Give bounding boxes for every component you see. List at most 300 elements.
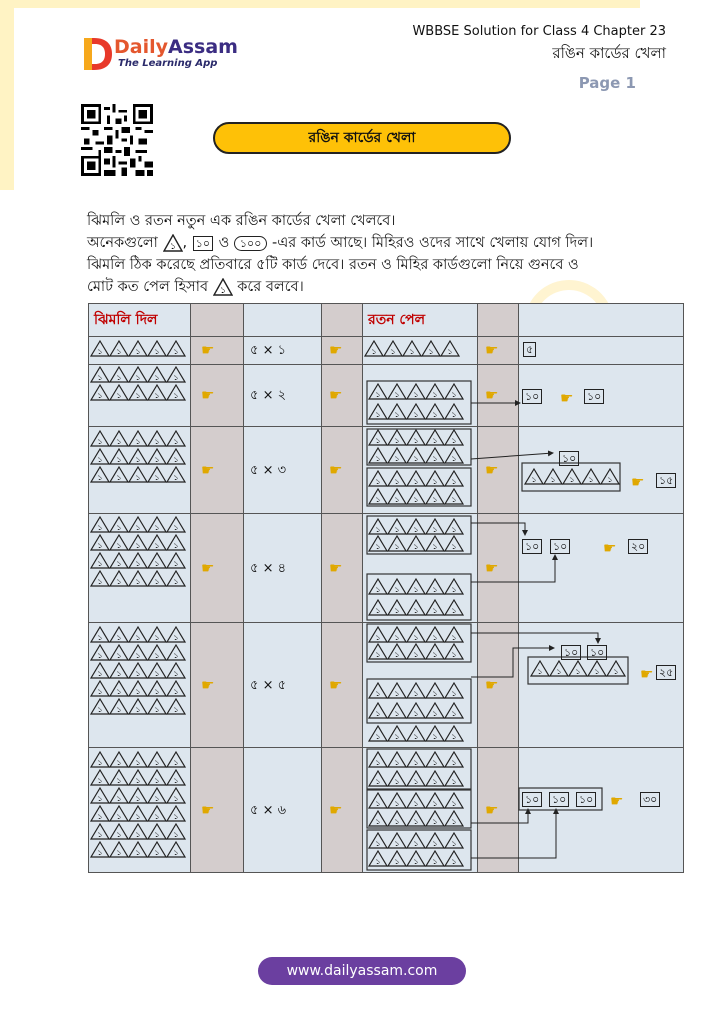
card-one-label: ১ <box>432 777 438 786</box>
card-one-icon <box>91 385 109 400</box>
card-one-icon <box>388 726 406 741</box>
card-one-icon <box>403 341 421 356</box>
card-one-label: ১ <box>116 473 122 482</box>
card-one-label: ১ <box>135 812 141 821</box>
card-one-label: ১ <box>413 799 419 808</box>
card-one-label: ১ <box>451 817 457 826</box>
card-one-label: ১ <box>375 650 381 659</box>
card-one-label: ১ <box>97 776 103 785</box>
pointing-hand-icon: ☛ <box>631 473 645 491</box>
card-one-icon <box>407 726 425 741</box>
card-one-icon <box>388 811 406 826</box>
card-one-icon <box>129 341 147 356</box>
card-one-icon <box>129 806 147 821</box>
card-one-label: ১ <box>173 794 179 803</box>
card-one-icon <box>426 600 444 615</box>
card-one-label: ১ <box>135 687 141 696</box>
card-one-label: ১ <box>173 687 179 696</box>
card-one-icon <box>148 431 166 446</box>
card-one-icon <box>110 553 128 568</box>
card-one-icon <box>110 788 128 803</box>
card-one-label: ১ <box>97 794 103 803</box>
card-one-icon <box>91 467 109 482</box>
card-one-icon <box>167 824 185 839</box>
total-value: ২০ <box>628 539 648 554</box>
card-one-icon <box>407 683 425 698</box>
card-one-label: ১ <box>432 495 438 504</box>
card-one-icon <box>445 519 463 534</box>
card-one-icon <box>445 627 463 642</box>
total-value: ৩০ <box>640 792 660 807</box>
card-one-icon <box>167 341 185 356</box>
card-game-table <box>88 303 683 872</box>
card-one-icon <box>369 644 387 659</box>
card-one-label: ১ <box>375 817 381 826</box>
card-one-icon <box>129 627 147 642</box>
card-one-label: ১ <box>154 830 160 839</box>
pointing-hand-icon: ☛ <box>485 341 499 359</box>
card-one-icon <box>365 341 383 356</box>
card-one-icon <box>407 752 425 767</box>
card-one-icon <box>91 449 109 464</box>
card-one-label: ১ <box>375 758 381 767</box>
connector-arrow <box>471 555 555 582</box>
card-one-label: ১ <box>413 817 419 826</box>
card-one-label: ১ <box>173 812 179 821</box>
card-one-icon <box>445 579 463 594</box>
card-one-icon <box>129 467 147 482</box>
card-one-label: ১ <box>432 689 438 698</box>
card-one-icon <box>167 517 185 532</box>
card-one-icon <box>369 519 387 534</box>
card-one-icon <box>369 683 387 698</box>
card-one-icon <box>167 467 185 482</box>
card-one-icon <box>129 752 147 767</box>
pointing-hand-icon: ☛ <box>201 800 215 819</box>
page-number: Page 1 <box>578 74 636 92</box>
pointing-hand-icon: ☛ <box>201 341 215 359</box>
card-one-label: ১ <box>394 857 400 866</box>
card-one-label: ১ <box>135 391 141 400</box>
card-one-icon <box>148 752 166 767</box>
card-one-label: ১ <box>154 669 160 678</box>
card-one-label: ১ <box>154 437 160 446</box>
card-one-icon <box>129 663 147 678</box>
card-one-label: ১ <box>375 732 381 741</box>
card-one-icon <box>388 600 406 615</box>
card-one-label: ১ <box>116 669 122 678</box>
card-one-icon <box>91 681 109 696</box>
card-one-label: ১ <box>173 848 179 857</box>
card-one-icon <box>407 793 425 808</box>
card-one-icon <box>167 663 185 678</box>
card-one-label: ১ <box>135 794 141 803</box>
website-link[interactable]: www.dailyassam.com <box>258 957 466 985</box>
card-one-label: ১ <box>432 758 438 767</box>
card-one-label: ১ <box>394 542 400 551</box>
card-one-icon <box>388 489 406 504</box>
card-one-icon <box>129 824 147 839</box>
card-one-icon <box>110 517 128 532</box>
card-one-icon <box>129 431 147 446</box>
card-one-icon <box>110 681 128 696</box>
card-one-label: ১ <box>375 410 381 419</box>
card-one-icon <box>426 793 444 808</box>
card-one-icon <box>91 645 109 660</box>
qr-code[interactable] <box>81 104 153 176</box>
card-one-icon <box>426 683 444 698</box>
card-one-icon <box>445 471 463 486</box>
card-one-label: ১ <box>97 633 103 642</box>
card-one-icon <box>426 519 444 534</box>
card-one-icon <box>369 579 387 594</box>
multiplication-expression: ৫ × ৩ <box>250 462 287 478</box>
card-one-label: ১ <box>413 839 419 848</box>
connector-arrow <box>471 453 553 459</box>
connector-arrow <box>471 633 598 643</box>
card-one-icon <box>163 234 183 252</box>
card-one-icon <box>148 367 166 382</box>
card-one-label: ১ <box>97 347 103 356</box>
card-one-label: ১ <box>375 689 381 698</box>
card-one-label: ১ <box>413 454 419 463</box>
pointing-hand-icon: ☛ <box>329 386 343 404</box>
pointing-hand-icon: ☛ <box>640 665 654 683</box>
card-one-label: ১ <box>135 669 141 678</box>
card-ten-icon: ১০ <box>522 539 542 554</box>
card-one-icon <box>422 341 440 356</box>
card-one-label: ১ <box>451 758 457 767</box>
card-one-label: ১ <box>173 830 179 839</box>
card-one-icon <box>445 644 463 659</box>
card-one-label: ১ <box>375 585 381 594</box>
card-one-icon <box>388 448 406 463</box>
card-one-label: ১ <box>447 347 453 356</box>
logo-d-icon <box>80 36 114 72</box>
card-one-icon <box>110 367 128 382</box>
card-one-label: ১ <box>173 669 179 678</box>
card-one-icon <box>601 469 619 484</box>
card-one-icon <box>110 842 128 857</box>
card-one-icon <box>110 770 128 785</box>
intro-line-3: ঝিমলি ঠিক করেছে প্রতিবারে ৫টি কার্ড দেবে। রতন ও মিহির কার্ডগুলো নিয়ে গুনবে ও <box>87 257 579 273</box>
card-one-label: ১ <box>375 857 381 866</box>
card-one-label: ১ <box>588 475 594 484</box>
pointing-hand-icon: ☛ <box>610 792 624 810</box>
card-one-label: ১ <box>173 523 179 532</box>
total-value: ২৫ <box>656 665 676 680</box>
brand-tagline: The Learning App <box>118 58 218 69</box>
intro-text: ও <box>218 235 230 251</box>
card-one-icon <box>445 600 463 615</box>
card-one-icon <box>110 535 128 550</box>
card-one-icon <box>91 806 109 821</box>
card-one-icon <box>91 517 109 532</box>
card-one-label: ১ <box>413 606 419 615</box>
card-one-label: ১ <box>451 436 457 445</box>
card-one-label: ১ <box>394 525 400 534</box>
card-ten-icon: ১০ <box>522 389 542 404</box>
card-one-icon <box>167 699 185 714</box>
card-one-label: ১ <box>116 373 122 382</box>
card-one-icon <box>129 517 147 532</box>
card-one-icon <box>148 681 166 696</box>
intro-text: -এর কার্ড আছে। মিহিরও ওদের সাথে খেলায় যোগ দিল। <box>271 235 594 251</box>
card-one-icon <box>369 833 387 848</box>
pointing-hand-icon: ☛ <box>329 460 343 479</box>
card-one-icon <box>445 726 463 741</box>
card-one-icon <box>388 519 406 534</box>
card-one-icon <box>129 553 147 568</box>
card-one-icon <box>407 833 425 848</box>
card-one-icon <box>148 788 166 803</box>
card-one-icon <box>369 703 387 718</box>
card-one-label: ১ <box>154 541 160 550</box>
card-one-label: ১ <box>394 732 400 741</box>
card-one-label: ১ <box>116 812 122 821</box>
card-one-label: ১ <box>394 799 400 808</box>
card-one-label: ১ <box>413 585 419 594</box>
card-hundred-icon: ১০০ <box>234 236 267 251</box>
card-ten-icon: ১০ <box>576 792 596 807</box>
card-one-icon <box>110 431 128 446</box>
card-one-label: ১ <box>432 839 438 848</box>
card-one-icon <box>426 471 444 486</box>
card-ten-icon: ১০ <box>522 792 542 807</box>
card-one-label: ১ <box>97 830 103 839</box>
card-one-label: ১ <box>135 633 141 642</box>
card-one-label: ১ <box>375 542 381 551</box>
card-one-icon <box>91 553 109 568</box>
card-one-icon <box>445 811 463 826</box>
card-one-label: ১ <box>451 709 457 718</box>
card-one-icon <box>91 341 109 356</box>
card-one-icon <box>110 571 128 586</box>
card-one-label: ১ <box>173 776 179 785</box>
card-one-icon <box>407 384 425 399</box>
card-one-icon <box>129 385 147 400</box>
card-one-icon <box>388 683 406 698</box>
card-one-label: ১ <box>375 495 381 504</box>
card-one-icon <box>445 448 463 463</box>
card-one-label: ১ <box>413 390 419 399</box>
card-one-icon <box>148 535 166 550</box>
card-one-label: ১ <box>135 830 141 839</box>
card-one-label: ১ <box>432 410 438 419</box>
card-one-icon <box>129 645 147 660</box>
card-one-icon <box>445 404 463 419</box>
card-one-label: ১ <box>116 758 122 767</box>
card-one-icon <box>148 627 166 642</box>
card-one-label: ১ <box>116 794 122 803</box>
card-one-label: ১ <box>116 541 122 550</box>
multiplication-expression: ৫ × ১ <box>250 343 287 358</box>
card-one-label: ১ <box>154 347 160 356</box>
card-one-label: ১ <box>135 473 141 482</box>
card-one-icon <box>426 579 444 594</box>
card-one-label: ১ <box>451 732 457 741</box>
card-one-icon <box>407 627 425 642</box>
card-one-label: ১ <box>432 732 438 741</box>
card-one-label: ১ <box>394 410 400 419</box>
card-one-icon <box>148 824 166 839</box>
card-one-icon <box>369 471 387 486</box>
card-one-label: ১ <box>613 667 619 676</box>
card-one-icon <box>91 571 109 586</box>
pointing-hand-icon: ☛ <box>485 675 499 694</box>
card-one-icon <box>129 571 147 586</box>
card-one-icon <box>407 851 425 866</box>
card-one-label: ১ <box>432 585 438 594</box>
card-one-icon <box>607 661 625 676</box>
card-one-label: ১ <box>97 577 103 586</box>
connector-arrow <box>471 809 528 823</box>
card-one-label: ১ <box>135 373 141 382</box>
card-one-label: ১ <box>394 390 400 399</box>
card-one-icon <box>426 489 444 504</box>
card-one-icon <box>167 788 185 803</box>
card-one-icon <box>213 278 233 296</box>
card-one-icon <box>167 571 185 586</box>
card-one-label: ১ <box>97 559 103 568</box>
card-one-label: ১ <box>371 347 377 356</box>
card-one-label: ১ <box>173 577 179 586</box>
card-one-icon <box>369 811 387 826</box>
card-one-icon <box>148 770 166 785</box>
chapter-banner: রঙিন কার্ডের খেলা <box>213 122 511 154</box>
pointing-hand-icon: ☛ <box>603 539 617 557</box>
card-one-label: ১ <box>451 777 457 786</box>
card-ten-icon: ১০ <box>587 645 607 660</box>
card-one-icon <box>441 341 459 356</box>
intro-paragraph <box>87 210 657 298</box>
card-one-label: ১ <box>173 347 179 356</box>
card-one-label: ১ <box>116 559 122 568</box>
card-one-icon <box>388 536 406 551</box>
card-one-icon <box>148 699 166 714</box>
card-one-icon <box>110 341 128 356</box>
card-one-label: ১ <box>97 391 103 400</box>
card-one-label: ১ <box>154 559 160 568</box>
card-one-icon <box>407 536 425 551</box>
card-one-icon <box>129 842 147 857</box>
pointing-hand-icon: ☛ <box>329 675 343 694</box>
card-one-label: ১ <box>154 373 160 382</box>
card-one-label: ১ <box>116 830 122 839</box>
card-one-icon <box>445 833 463 848</box>
total-value: ১০ <box>584 389 604 404</box>
card-one-icon <box>426 430 444 445</box>
card-one-label: ১ <box>394 817 400 826</box>
card-one-label: ১ <box>154 812 160 821</box>
card-one-icon <box>544 469 562 484</box>
card-one-label: ১ <box>97 437 103 446</box>
connector-arrow <box>471 809 556 858</box>
card-one-icon <box>167 553 185 568</box>
card-one-icon <box>129 367 147 382</box>
card-one-label: ১ <box>413 857 419 866</box>
column-header-given: ঝিমলি দিল <box>94 312 158 328</box>
card-ten-icon: ১০ <box>559 451 579 466</box>
card-one-icon <box>129 770 147 785</box>
card-one-label: ১ <box>173 541 179 550</box>
card-one-icon <box>110 752 128 767</box>
card-one-label: ১ <box>116 651 122 660</box>
card-one-icon <box>588 661 606 676</box>
card-one-icon <box>582 469 600 484</box>
card-one-label: ১ <box>154 455 160 464</box>
total-value: ৫ <box>523 342 536 357</box>
card-one-icon <box>388 833 406 848</box>
card-one-icon <box>388 703 406 718</box>
card-one-label: ১ <box>219 286 226 296</box>
intro-text: করে বলবে। <box>237 279 304 295</box>
card-one-label: ১ <box>173 651 179 660</box>
card-one-label: ১ <box>394 585 400 594</box>
card-one-label: ১ <box>432 542 438 551</box>
card-one-label: ১ <box>594 667 600 676</box>
multiplication-expression: ৫ × ৪ <box>250 560 287 576</box>
card-one-icon <box>407 489 425 504</box>
card-one-icon <box>167 806 185 821</box>
card-one-icon <box>148 467 166 482</box>
card-one-icon <box>407 579 425 594</box>
card-one-icon <box>445 771 463 786</box>
card-one-label: ১ <box>432 817 438 826</box>
card-one-label: ১ <box>97 669 103 678</box>
card-one-label: ১ <box>375 477 381 486</box>
intro-line-1: ঝিমলি ও রতন নতুন এক রঙিন কার্ডের খেলা খেলবে। <box>87 213 396 229</box>
card-one-label: ১ <box>413 650 419 659</box>
card-one-icon <box>91 824 109 839</box>
card-one-label: ১ <box>173 633 179 642</box>
card-one-label: ১ <box>173 455 179 464</box>
card-one-label: ১ <box>451 606 457 615</box>
card-one-label: ১ <box>375 799 381 808</box>
pointing-hand-icon: ☛ <box>201 558 215 577</box>
card-one-label: ১ <box>135 559 141 568</box>
card-one-label: ১ <box>413 436 419 445</box>
card-one-label: ১ <box>575 667 581 676</box>
card-one-icon <box>407 644 425 659</box>
card-one-label: ১ <box>413 477 419 486</box>
card-one-label: ১ <box>116 455 122 464</box>
card-one-label: ১ <box>432 650 438 659</box>
card-one-icon <box>167 681 185 696</box>
card-one-label: ১ <box>375 525 381 534</box>
card-one-label: ১ <box>173 373 179 382</box>
total-value: ১৫ <box>656 473 676 488</box>
card-ten-icon: ১০ <box>550 539 570 554</box>
card-one-icon <box>167 449 185 464</box>
card-one-label: ১ <box>451 477 457 486</box>
card-one-label: ১ <box>432 477 438 486</box>
card-one-label: ১ <box>135 523 141 532</box>
card-one-label: ১ <box>375 436 381 445</box>
card-one-icon <box>167 367 185 382</box>
card-one-icon <box>384 341 402 356</box>
card-one-label: ১ <box>135 541 141 550</box>
card-one-label: ১ <box>173 559 179 568</box>
card-one-label: ১ <box>432 709 438 718</box>
card-one-icon <box>129 681 147 696</box>
card-one-label: ১ <box>97 523 103 532</box>
card-one-icon <box>445 536 463 551</box>
card-one-label: ১ <box>154 473 160 482</box>
card-one-icon <box>445 489 463 504</box>
card-one-icon <box>525 469 543 484</box>
card-one-label: ১ <box>537 667 543 676</box>
